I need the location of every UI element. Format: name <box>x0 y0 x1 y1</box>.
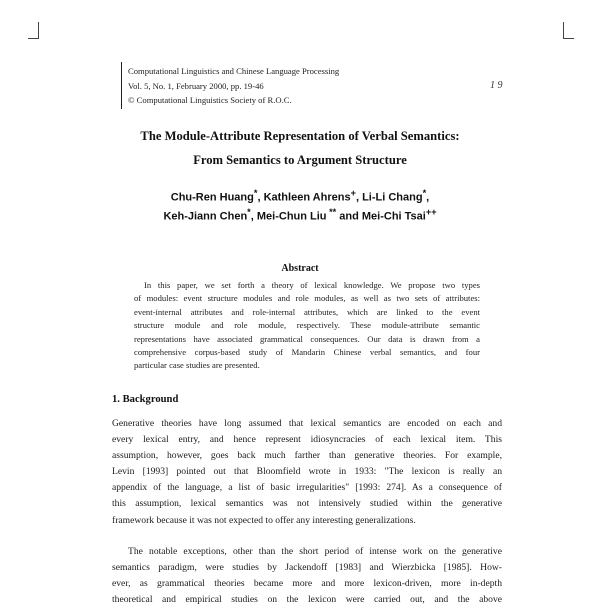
journal-header <box>128 64 428 108</box>
abstract-line: representations have associated grammatical consequences. Our data is drawn from a <box>134 333 480 344</box>
crop-mark-top-right <box>563 22 564 39</box>
abstract-line: structure module and role module, respectively. These module-attribute semantic <box>134 320 480 331</box>
paragraph-line: semantics paradigm, were studies by Jackendoff [1983] and Wierzbicka [1985]. How- <box>112 562 502 574</box>
paragraph-line: assumption, however, goes back much farther than generative theories. For example, <box>112 450 502 462</box>
author-separator: , <box>355 191 363 204</box>
paper-subtitle: From Semantics to Argument Structure <box>193 153 407 167</box>
header-rule <box>121 62 122 109</box>
author-affiliation-mark: + <box>350 188 356 198</box>
author-affiliation-mark: ++ <box>425 207 437 217</box>
paragraph-line: Generative theories have long assumed that lexical semantics are encoded on each and <box>112 418 502 429</box>
paragraph-line: framework because it was not expected to offer any interesting generalizations. <box>112 514 416 526</box>
journal-name: Computational Linguistics and Chinese Language Processing <box>128 66 340 76</box>
paragraph-line: theoretical and empirical studies on the lexicon were carried out, and the above <box>112 594 502 606</box>
author-line-1 <box>0 188 600 204</box>
author-name: Li-Li Chang <box>362 191 423 204</box>
abstract-line: comprehensive corpus-based study of Mandarin Chinese verbal semantics, and four <box>134 346 480 357</box>
paper-title: The Module-Attribute Representation of Verbal Semantics: <box>140 129 460 143</box>
body-paragraph-1 <box>112 416 502 529</box>
author-separator: , <box>257 191 264 204</box>
author-affiliation-mark: * <box>247 207 251 217</box>
abstract-line: particular case studies are presented. <box>134 360 260 371</box>
author-name: Keh-Jiann Chen <box>163 210 248 223</box>
author-name: Chu-Ren Huang <box>170 191 254 204</box>
author-name: Kathleen Ahrens <box>263 191 351 204</box>
author-name: Mei-Chun Liu <box>256 210 327 223</box>
abstract-line: event-internal attributes and role-internal attributes, which are linked to the event <box>134 306 480 317</box>
paragraph-line: this assumption, lexical semantics was not intensively studied within the generative <box>112 498 502 510</box>
abstract-line: In this paper, we set forth a theory of lexical knowledge. We propose two types <box>144 280 480 290</box>
paragraph-line: ever, as grammatical theories became more and more lexicon-driven, more in-depth <box>112 578 502 590</box>
body-paragraph-2 <box>112 544 502 608</box>
journal-volume: Vol. 5, No. 1, February 2000, pp. 19-46 <box>128 80 264 91</box>
abstract-line: of modules: event structure modules and role modules, as well as two sets of attributes: <box>134 293 480 304</box>
author-line-2 <box>0 207 600 223</box>
paragraph-line: appendix of the language, a list of basic irregularities" [1993: 274]. As a consequence of <box>112 482 502 494</box>
crop-mark-top-left <box>28 38 39 39</box>
author-affiliation-mark: * <box>422 188 427 198</box>
section-heading: 1. Background <box>112 394 179 405</box>
crop-mark-top-right <box>563 38 574 39</box>
author-separator: , <box>250 210 257 223</box>
author-affiliation-mark: * <box>253 188 258 198</box>
paragraph-line: every lexical entry, and hence represent idiosyncracies of each lexical item. This <box>112 434 502 446</box>
paragraph-line: Levin [1993] pointed out that Bloomfield wrote in 1933: "The lexicon is really an <box>112 466 502 478</box>
paragraph-line: The notable exceptions, other than the short period of intense work on the generative <box>128 546 502 557</box>
crop-mark-top-left <box>38 22 39 39</box>
abstract-body <box>134 279 480 373</box>
author-separator: , <box>426 191 430 204</box>
author-name: Mei-Chi Tsai <box>361 210 426 223</box>
page-number: 1 9 <box>490 80 503 91</box>
author-separator: and <box>336 210 362 223</box>
journal-copyright: © Computational Linguistics Society of R.O.C. <box>128 95 292 105</box>
abstract-heading: Abstract <box>281 263 319 274</box>
author-affiliation-mark: ** <box>326 207 337 217</box>
